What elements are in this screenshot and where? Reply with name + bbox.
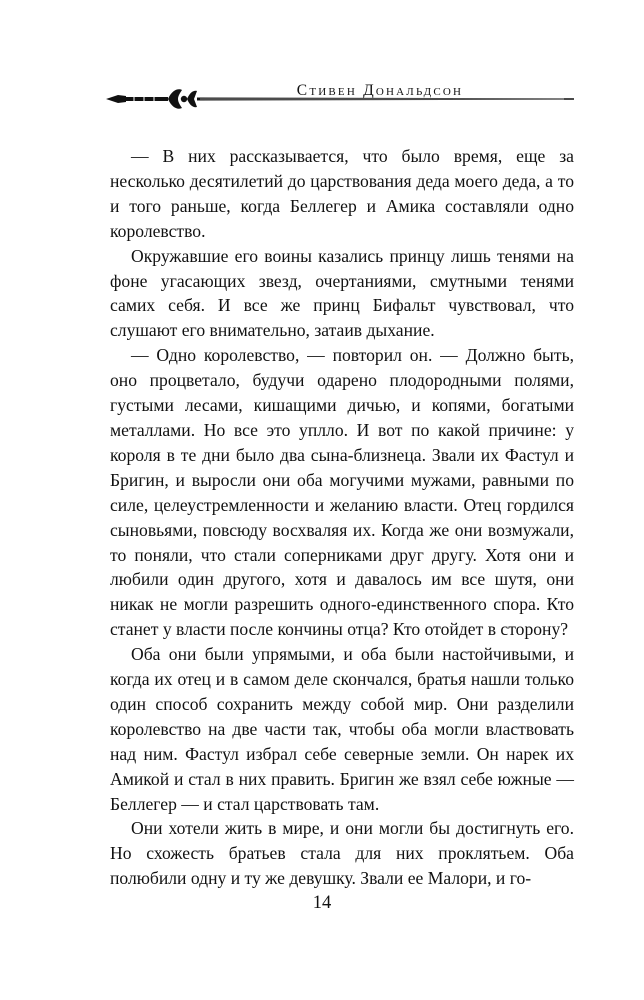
body-text [110, 144, 574, 891]
paragraph: — Одно королевство, — повторил он. — Должно быть, оно процветало, будучи одарено плодородными полями, густыми лесами, кишащими дичью, и копями, богатыми металлами. Но все это уплло. И вот по какой причине: у короля в те дни было два сына-близнеца. Звали их Фастул и Бригин, и выросли они оба могучими мужами, равными по силе, целеустремленности и желанию власти. Отец гордился сыновьями, повсюду восхваляя их. Когда же они возмужали, то поняли, что стали соперниками друг другу. Хотя они и любили один другого, хотя и давалось им все шутя, они никак не могли разрешить одного-единственного спора. Кто станет у власти после кончины отца? Кто отойдет в сторону? [110, 345, 574, 640]
paragraph: Окружавшие его воины казались принцу лишь тенями на фоне угасающих звезд, очертаниями, смутными тенями самих себя. И все же принц Бифальт чувствовал, что слушают его внимательно, затаив дыхание. [110, 245, 574, 341]
paragraph: — В них рассказывается, что было время, еще за несколько десятилетий до царствования деда моего деда, а то и того раньше, когда Беллегер и Амика составляли одно королевство. [110, 146, 574, 241]
running-title: Стивен Дональдсон [296, 82, 464, 99]
page-number: 14 [312, 893, 332, 913]
paragraph: Оба они были упрямыми, и оба были настойчивыми, и когда их отец и в самом деле скончался, братья нашли только один способ сохранить между собой мир. Они разделили королевство на две части так, чтобы оба могли властвовать над ним. Фастул избрал себе северные земли. Он нарек их Амикой и стал в них править. Бригин же взял себе южные — Беллегер — и стал царствовать там. [110, 644, 574, 814]
running-head [0, 78, 644, 118]
paragraph: Они хотели жить в мире, и они могли бы достигнуть его. Но схожесть братьев стала для них проклятьем. Оба полюбили одну и ту же девушку. Звали ее Малори, и го- [110, 818, 574, 889]
